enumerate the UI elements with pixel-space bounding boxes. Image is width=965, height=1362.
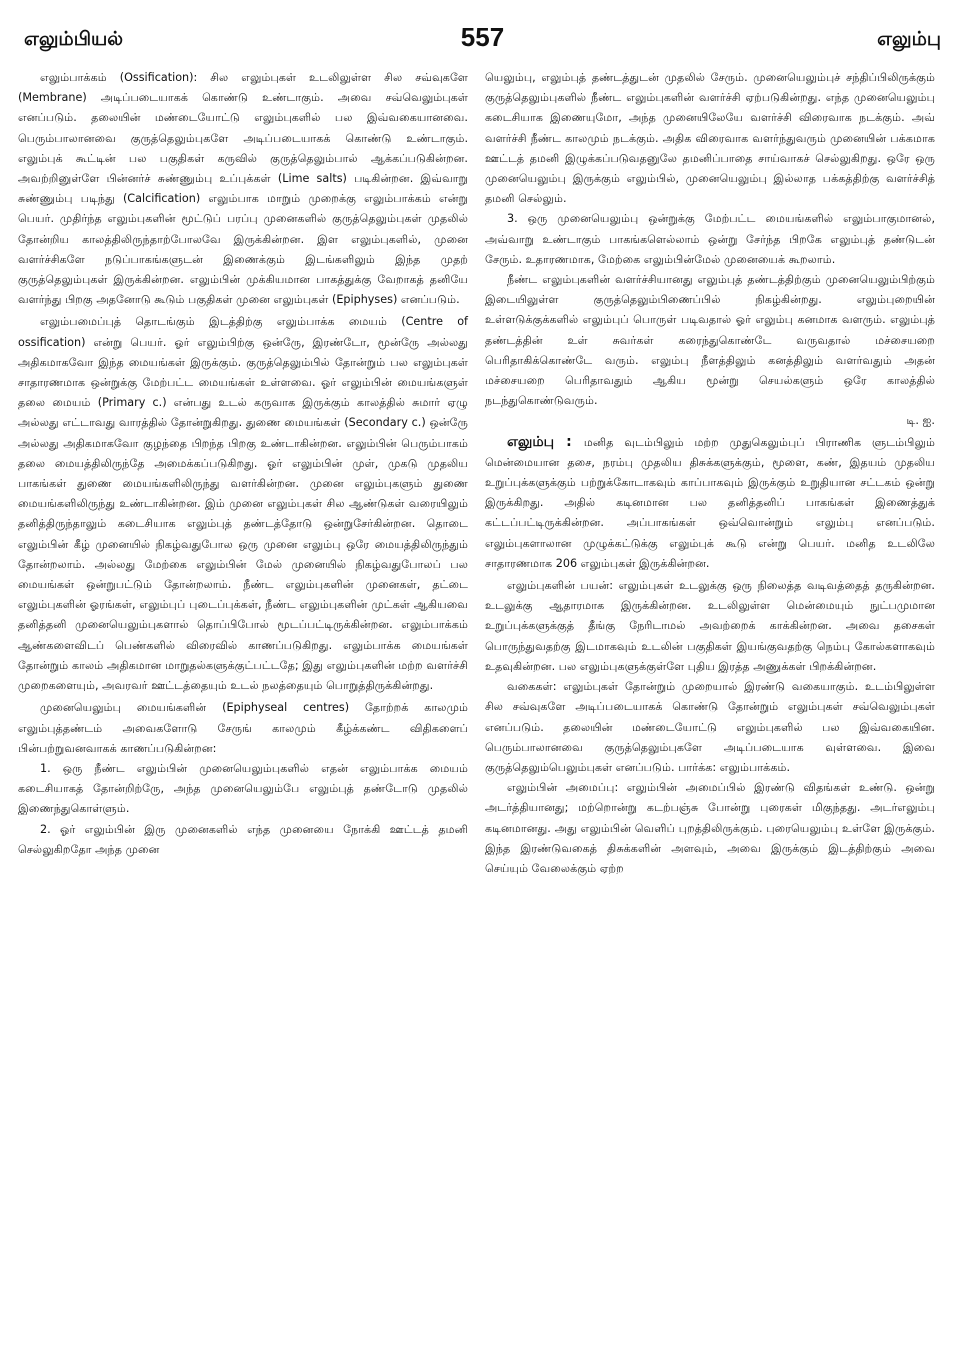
right-column xyxy=(485,68,935,879)
types-text: எலும்புகள் தோன்றும் முறையால் இரண்டு வகையாகும். உடம்பிலுள்ள சில சவ்வுகளே அடிப்படையாகக் கொண்டு தோன்றும் எலும்புகள் சவ்வெலும்புகள் எனப்படும். தலையின் மண்டையோட்டு எலும்புகளில் பல இவ்வகையின. பெரும்பாலானவை குருத்தெலும்புகளே அடிப்படையாக வுள்ளவை. இவை குருத்தெலும்பெலும்புகள் எனப்படும். பார்க்க: எலும்பாக்கம். xyxy=(485,680,935,774)
structure-paragraph xyxy=(485,778,935,879)
author-signature: டி. ஐ. xyxy=(906,414,935,428)
left-column xyxy=(18,68,468,860)
types-label: வகைகள்: xyxy=(507,680,557,694)
paragraph: யெலும்பு, எலும்புத் தண்டத்துடன் முதலில் சேரும். முனையெலும்புச் சந்திப்பிலிருக்கும் குருத்தெலும்புகளில் நீண்ட எலும்புகளின் வளர்ச்சி ஏற்படுகின்றது. எந்த முனையெலும்பு கடைசியாக இணையுமோ, அந்த முனையிலேயே வளர்ச்சி விரைவாக நடக்கும். அவ் வளர்ச்சி நீண்ட காலமும் நடக்கும். அதிக விரைவாக வளர்ந்துவரும் முனையின் பக்கமாக ஊட்டத் தமனி இழுக்கப்படுவதனுலே தமனிப்பாதை சாய்வாகச் செல்லுகிறது. ஒரே ஒரு முனையெலும்பு இருக்கும் எலும்பில், முனையெலும்பு இல்லாத பக்கத்திற்கு வளர்ச்சித் தமனி செல்லும். xyxy=(485,71,935,206)
paragraph: எலும்பாக்கம் (Ossification): சில எலும்புகள் உடலிலுள்ள சில சவ்வுகளே (Membrane) அடிப்படையாகக் கொண்டு உண்டாகும். அவை சவ்வெலும்புகள் எனப்படும். தலையின் மண்டையோட்டு எலும்புகளில் பல இவ்வகையானவை. பெரும்பாலானவை குருத்தெலும்புகளே அடிப்படையாகக் கொண்டு உண்டாகும். எலும்புக் கூட்டின் பல பகுதிகள் கருவில் குருத்தெலும்பால் ஆக்கப்படுகின்றன. அவற்றினுள்ளே பின்னர்ச் சுண்ணும்பு உப்புக்கள் (Lime salts) படிகின்றன. இவ்வாறு சுண்ணும்பு படிந்து (Calcification) எலும்பாக மாறும் முறைக்கு எலும்பாக்கம் என்று பெயர். முதிர்ந்த எலும்புகளின் மூட்டுப் பரப்பு முனைகளில் குருத்தெலும்புகள் முதலில் தோன்றிய காலத்திலிருந்தாற்போலவே இருக்கின்றன. இள எலும்புகளில், முனை வளர்ச்சிகளே நடுப்பாகங்களுடன் இணைக்கும் இடங்களிலும் இந்த முதற் குருத்தெலும்புகள் இருக்கின்றன. எலும்பின் முக்கியமான பாகத்துக்கு வேறாகத் தனியே வளர்ந்து பிறகு அதனோடு கூடும் பகுதிகள் முனை எலும்புகள் (Epiphyses) எனப்படும். xyxy=(18,71,468,307)
uses-paragraph xyxy=(485,576,935,677)
uses-text: எலும்புகள் உடலுக்கு ஒரு நிலைத்த வடிவத்தைத் தருகின்றன. உடலுக்கு ஆதாரமாக இருக்கின்றன. உடலிலுள்ள மென்மையும் நுட்பமுமான உறுப்புக்களுக்குத் தீங்கு நேரிடாமல் அவற்றைக் காக்கின்றன. அவை தசைகள் பொருந்துவதற்கு இடமாகவும் உடலின் பகுதிகள் இயங்குவதற்கு நெம்பு கோல்களாகவும் உதவுகின்றன. பல எலும்புகளுக்குள்ளே புதிய இரத்த அணுக்கள் பிறக்கின்றன. xyxy=(485,579,935,673)
paragraph: நீண்ட எலும்புகளின் வளர்ச்சியானது எலும்புத் தண்டத்திற்கும் முனையெலும்பிற்கும் இடையிலுள்ள குருத்தெலும்பிணைப்பில் நிகழ்கின்றது. எலும்புறையின் உள்ளடுக்குக்களில் எலும்புப் பொருள் படிவதால் ஓர் எலும்பு கனமாக வளரும். எலும்புத் தண்டத்தின் உள் சுவர்கள் கரைந்துகொண்டே வருவதால் மச்சையறை பெரிதாகிக்கொண்டே வரும். எலும்பு நீளத்திலும் கனத்திலும் வளர்வதும் அதன் மச்சையறை பெரிதாவதும் ஆகிய மூன்று செயல்களும் ஒரே காலத்தில் நடந்துகொண்டுவரும். xyxy=(485,273,935,408)
paragraph: எலும்பமைப்புத் தொடங்கும் இடத்திற்கு எலும்பாக்க மையம் (Centre of ossification) என்று பெயர். ஓர் எலும்பிற்கு ஒன்ருே, இரண்டோ, மூன்ருே அல்லது அதிகமாகவோ இந்த மையங்கள் இருக்கும். குருத்தெலும்பில் தோன்றும் பல எலும்புகள் சாதாரணமாக ஒன்றுக்கு மேற்பட்ட மையங்கள் உள்ளவை. ஓர் எலும்பின் மையங்களுள் தலை மையம் (Primary c.) என்பது உடல் கருவாக இருக்கும் காலத்தில் சுமார் ஏழு அல்லது எட்டாவது வாரத்தில் தோன்றுகிறது. துணை மையங்கள் (Secondary c.) ஒன்ருே அல்லது அதிகமாகவோ குழந்தை பிறந்த பிறகு உண்டாகின்றன. எலும்பின் பெரும்பாகம் தலை மையத்திலிருந்தே அமைக்கப்படுகிறது. ஓர் எலும்பின் முள், முகடு முதலிய பாகங்கள் துணை மையங்களிலிருந்து வளர்கின்றன. முனை எலும்புகளும் துணை மையங்களிலிருந்து உண்டாகின்றன. இம் முனை எலும்புகள் சில ஆண்டுகள் வரையிலும் தனித்திருந்தாலும் கடைசியாக எலும்புத் தண்டத்தோடு ஒன்றுசேர்கின்றன. தொடை எலும்பின் கீழ் முனையில் நிகழ்வதுபோல ஒரு முனை எலும்பு ஒரே மையத்திலிருந்தும் தோன்றலாம். அல்லது மேற்கை எலும்பின் மேல் முனையில் நிகழ்வதுபோலப் பல மையங்கள் ஒன்றுபட்டும் தோன்றலாம். நீண்ட எலும்புகளின் முனைகள், தட்டை எலும்புகளின் ஓரங்கள், எலும்புப் புடைப்புக்கள், நீண்ட எலும்புகளின் முட்கள் ஆகியவை தனித்தனி முனையெலும்புகளால் தொப்பிபோல் மூடப்பட்டிருக்கின்றன. எலும்பாக்கம் ஆண்களைவிடப் பெண்களில் விரைவில் காணப்படுகிறது. எலும்பாக்க மையங்கள் தோன்றும் காலம் அதிகமான மாறுதல்களுக்குட்பட்டதே; இது எலும்புகளின் மற்ற வளர்ச்சி முறைகளையும், அவரவர் ஊட்டத்தையும் உடல் நலத்தையும் பொறுத்திருக்கின்றது. xyxy=(18,315,468,693)
page-number: 557 xyxy=(460,22,505,52)
structure-text: எலும்பின் அமைப்பில் இரண்டு விதங்கள் உண்டு. ஒன்று அடர்த்தியானது; மற்றொன்று கடற்பஞ்சு போன்று புரைகள் மிகுந்தது. அடர்எலும்பு கடினமானது. அது எலும்பின் வெளிப் புறத்திலிருக்கும். புரையெலும்பு உள்ளே இருக்கும். இந்த இரண்டுவகைத் திசுக்களின் அளவும், அவை இருக்கும் இடத்திற்கும் அவை செய்யும் வேலைக்கும் ஏற்ற xyxy=(485,781,936,875)
entry-paragraph: எலும்பு : மனித வுடம்பிலும் மற்ற முதுகெலும்புப் பிராணிக ளுடம்பிலும் மென்மையான தசை, நரம்பு முதலிய திசுக்களுக்கும், மூளை, கண், இதயம் முதலிய உறுப்புக்களுக்கும் பற்றுக்கோடாகவும் காப்பாகவும் இருக்கும் உறுதியான சட்டகம் ஒன்று இருக்கிறது. அதில் கடினமான பல தனித்தனிப் பாகங்கள் இணைத்துக் கட்டப்பட்டிருக்கின்றன. அப்பாகங்கள் ஒவ்வொன்றும் எலும்பு எனப்படும். எலும்புகளாலான முழுக்கட்டுக்கு எலும்புக் கூடு என்று பெயர். மனித உடலிலே சாதாரணமாக 206 எலும்புகள் இருக்கின்றன. xyxy=(485,433,935,570)
running-head-right: எலும்பு xyxy=(877,28,941,50)
rule-item: 2. ஓர் எலும்பின் இரு முனைகளில் எந்த முனையை நோக்கி ஊட்டத் தமனி செல்லுகிறதோ அந்த முனை xyxy=(18,822,468,856)
structure-label: எலும்பின் அமைப்பு: xyxy=(507,781,619,795)
paragraph: முனையெலும்பு மையங்களின் (Epiphyseal centres) தோற்றக் காலமும் எலும்புத்தண்டம் அவைகளோடு சேருங் காலமும் கீழ்க்கண்ட விதிகளைப் பின்பற்றுவனவாகக் காணப்படுகின்றன: xyxy=(18,701,468,755)
entry-text: மனித வுடம்பிலும் மற்ற முதுகெலும்புப் பிராணிக ளுடம்பிலும் மென்மையான தசை, நரம்பு முதலிய திசுக்களுக்கும், மூளை, கண், இதயம் முதலிய உறுப்புக்களுக்கும் பற்றுக்கோடாகவும் காப்பாகவும் இருக்கும் உறுதியான சட்டகம் ஒன்று இருக்கிறது. அதில் கடினமான பல தனித்தனிப் பாகங்கள் இணைத்துக் கட்டப்பட்டிருக்கின்றன. அப்பாகங்கள் ஒவ்வொன்றும் எலும்பு எனப்படும். எலும்புகளாலான முழுக்கட்டுக்கு எலும்புக் கூடு என்று பெயர். மனித உடலிலே சாதாரணமாக 206 எலும்புகள் இருக்கின்றன. xyxy=(485,435,935,570)
uses-label: எலும்புகளின் பயன்: xyxy=(507,579,614,593)
types-paragraph xyxy=(485,677,935,778)
rule-item: 3. ஒரு முனையெலும்பு ஒன்றுக்கு மேற்பட்ட மையங்களில் எலும்பாகுமானல், அவ்வாறு உண்டாகும் பாகங்களெல்லாம் ஒன்று சேர்ந்த பிறகே எலும்புத் தண்டுடன் சேரும். உதாரணமாக, மேற்கை எலும்பின்மேல் முனையைக் கூறலாம். xyxy=(485,212,935,266)
entry-headword: எலும்பு xyxy=(507,433,555,450)
page-header xyxy=(24,22,941,62)
rule-item: 1. ஒரு நீண்ட எலும்பின் முனையெலும்புகளில் எதன் எலும்பாக்க மையம் கடைசியாகத் தோன்றிற்ருே, அந்த முனையெலும்பே எலும்புத் தண்டோடு முதலில் இணைந்துகொள்ளும். xyxy=(18,761,468,816)
running-head-left: எலும்பியல் xyxy=(24,28,124,50)
